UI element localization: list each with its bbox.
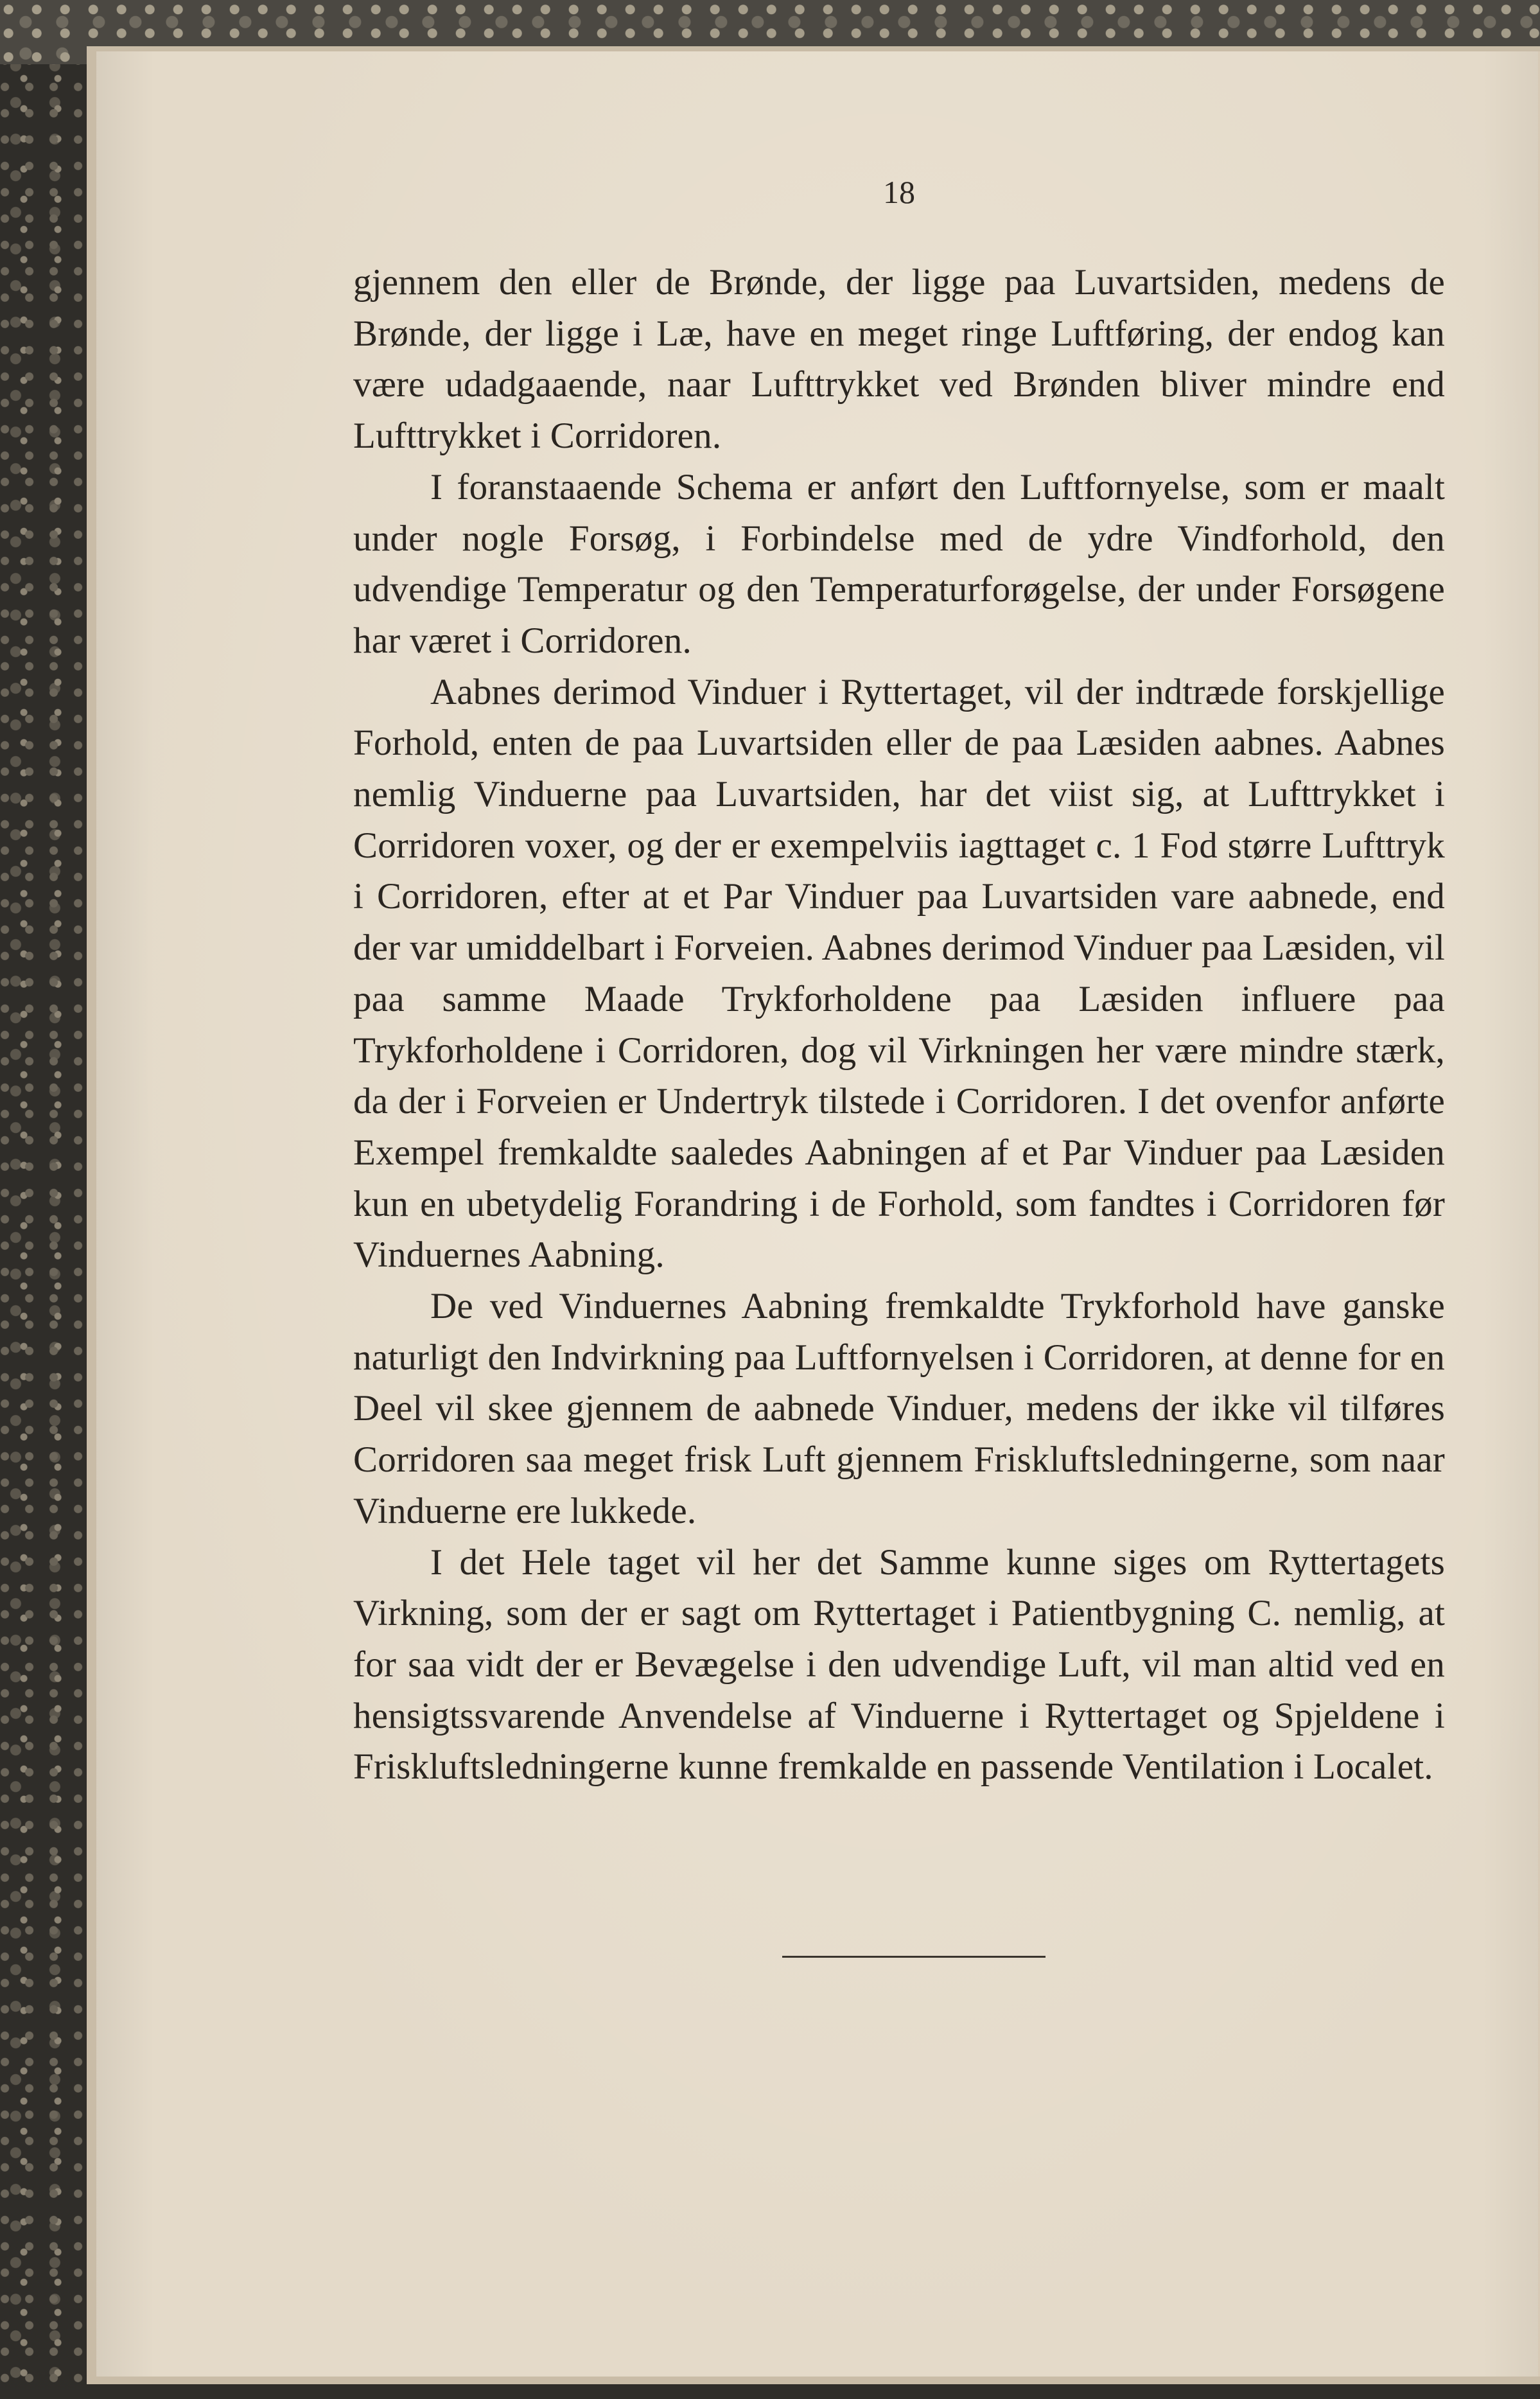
paragraph-2: I foranstaaende Schema er anført den Luftfornyelse, som er maalt under nogle Forsøg, i Forbindelse med de ydre Vindforhold, den udvendige Temperatur og den Temperaturforøgelse, der under Forsøgene har været i Corridoren. <box>353 466 1445 661</box>
paragraph-4: De ved Vinduernes Aabning fremkaldte Trykforhold have ganske naturligt den Indvirkning paa Luftfornyelsen i Corridoren, at denne for en Deel vil skee gjennem de aabnede Vinduer, medens der ikke vil tilføres Corridoren saa meget frisk Luft gjennem Friskluftsledningerne, som naar Vinduerne ere lukkede. <box>353 1286 1445 1531</box>
paragraph-3: Aabnes derimod Vinduer i Ryttertaget, vil der indtræde forskjellige Forhold, enten de paa Luvartsiden eller de paa Læsiden aabnes. Aabnes nemlig Vinduerne paa Luvartsiden, har det viist sig, at Lufttrykket i Corridoren voxer, og der er exempelviis iagttaget c. 1 Fod større Lufttryk i Corridoren, efter at et Par Vinduer paa Luvartsiden vare aabnede, end der var umiddelbart i Forveien. Aabnes derimod Vinduer paa Læsiden, vil paa samme Maade Trykforholdene paa Læsiden influere paa Trykforholdene i Corridoren, dog vil Virkningen her være mindre stærk, da der i Forveien er Undertryk tilstede i Corridoren. I det ovenfor anførte Exempel fremkaldte saaledes Aabningen af et Par Vinduer paa Læsiden kun en ubetydelig Forandring i de Forhold, som fandtes i Corridoren før Vinduernes Aabning. <box>353 671 1445 1276</box>
page-number: 18 <box>883 174 915 210</box>
paragraph-1: gjennem den eller de Brønde, der ligge paa Luvartsiden, medens de Brønde, der ligge i Læ, have en meget ringe Luftføring, der endog kan være udadgaaende, naar Lufttrykket ved Brønden bliver mindre end Lufttrykket i Corridoren. <box>353 262 1445 457</box>
section-end-rule <box>782 1956 1046 1958</box>
paragraph-5: I det Hele taget vil her det Samme kunne siges om Ryttertagets Virkning, som der er sagt om Ryttertaget i Patientbygning C. nemlig, at for saa vidt der er Bevægelse i den udvendige Luft, vil man altid ved en hensigtssvarende Anvendelse af Vinduerne i Ryttertaget og Spjeldene i Friskluftsledningerne kunne fremkalde en passende Ventilation i Localet. <box>353 1542 1445 1788</box>
body-text <box>353 257 1445 1793</box>
book-page <box>96 51 1540 2377</box>
